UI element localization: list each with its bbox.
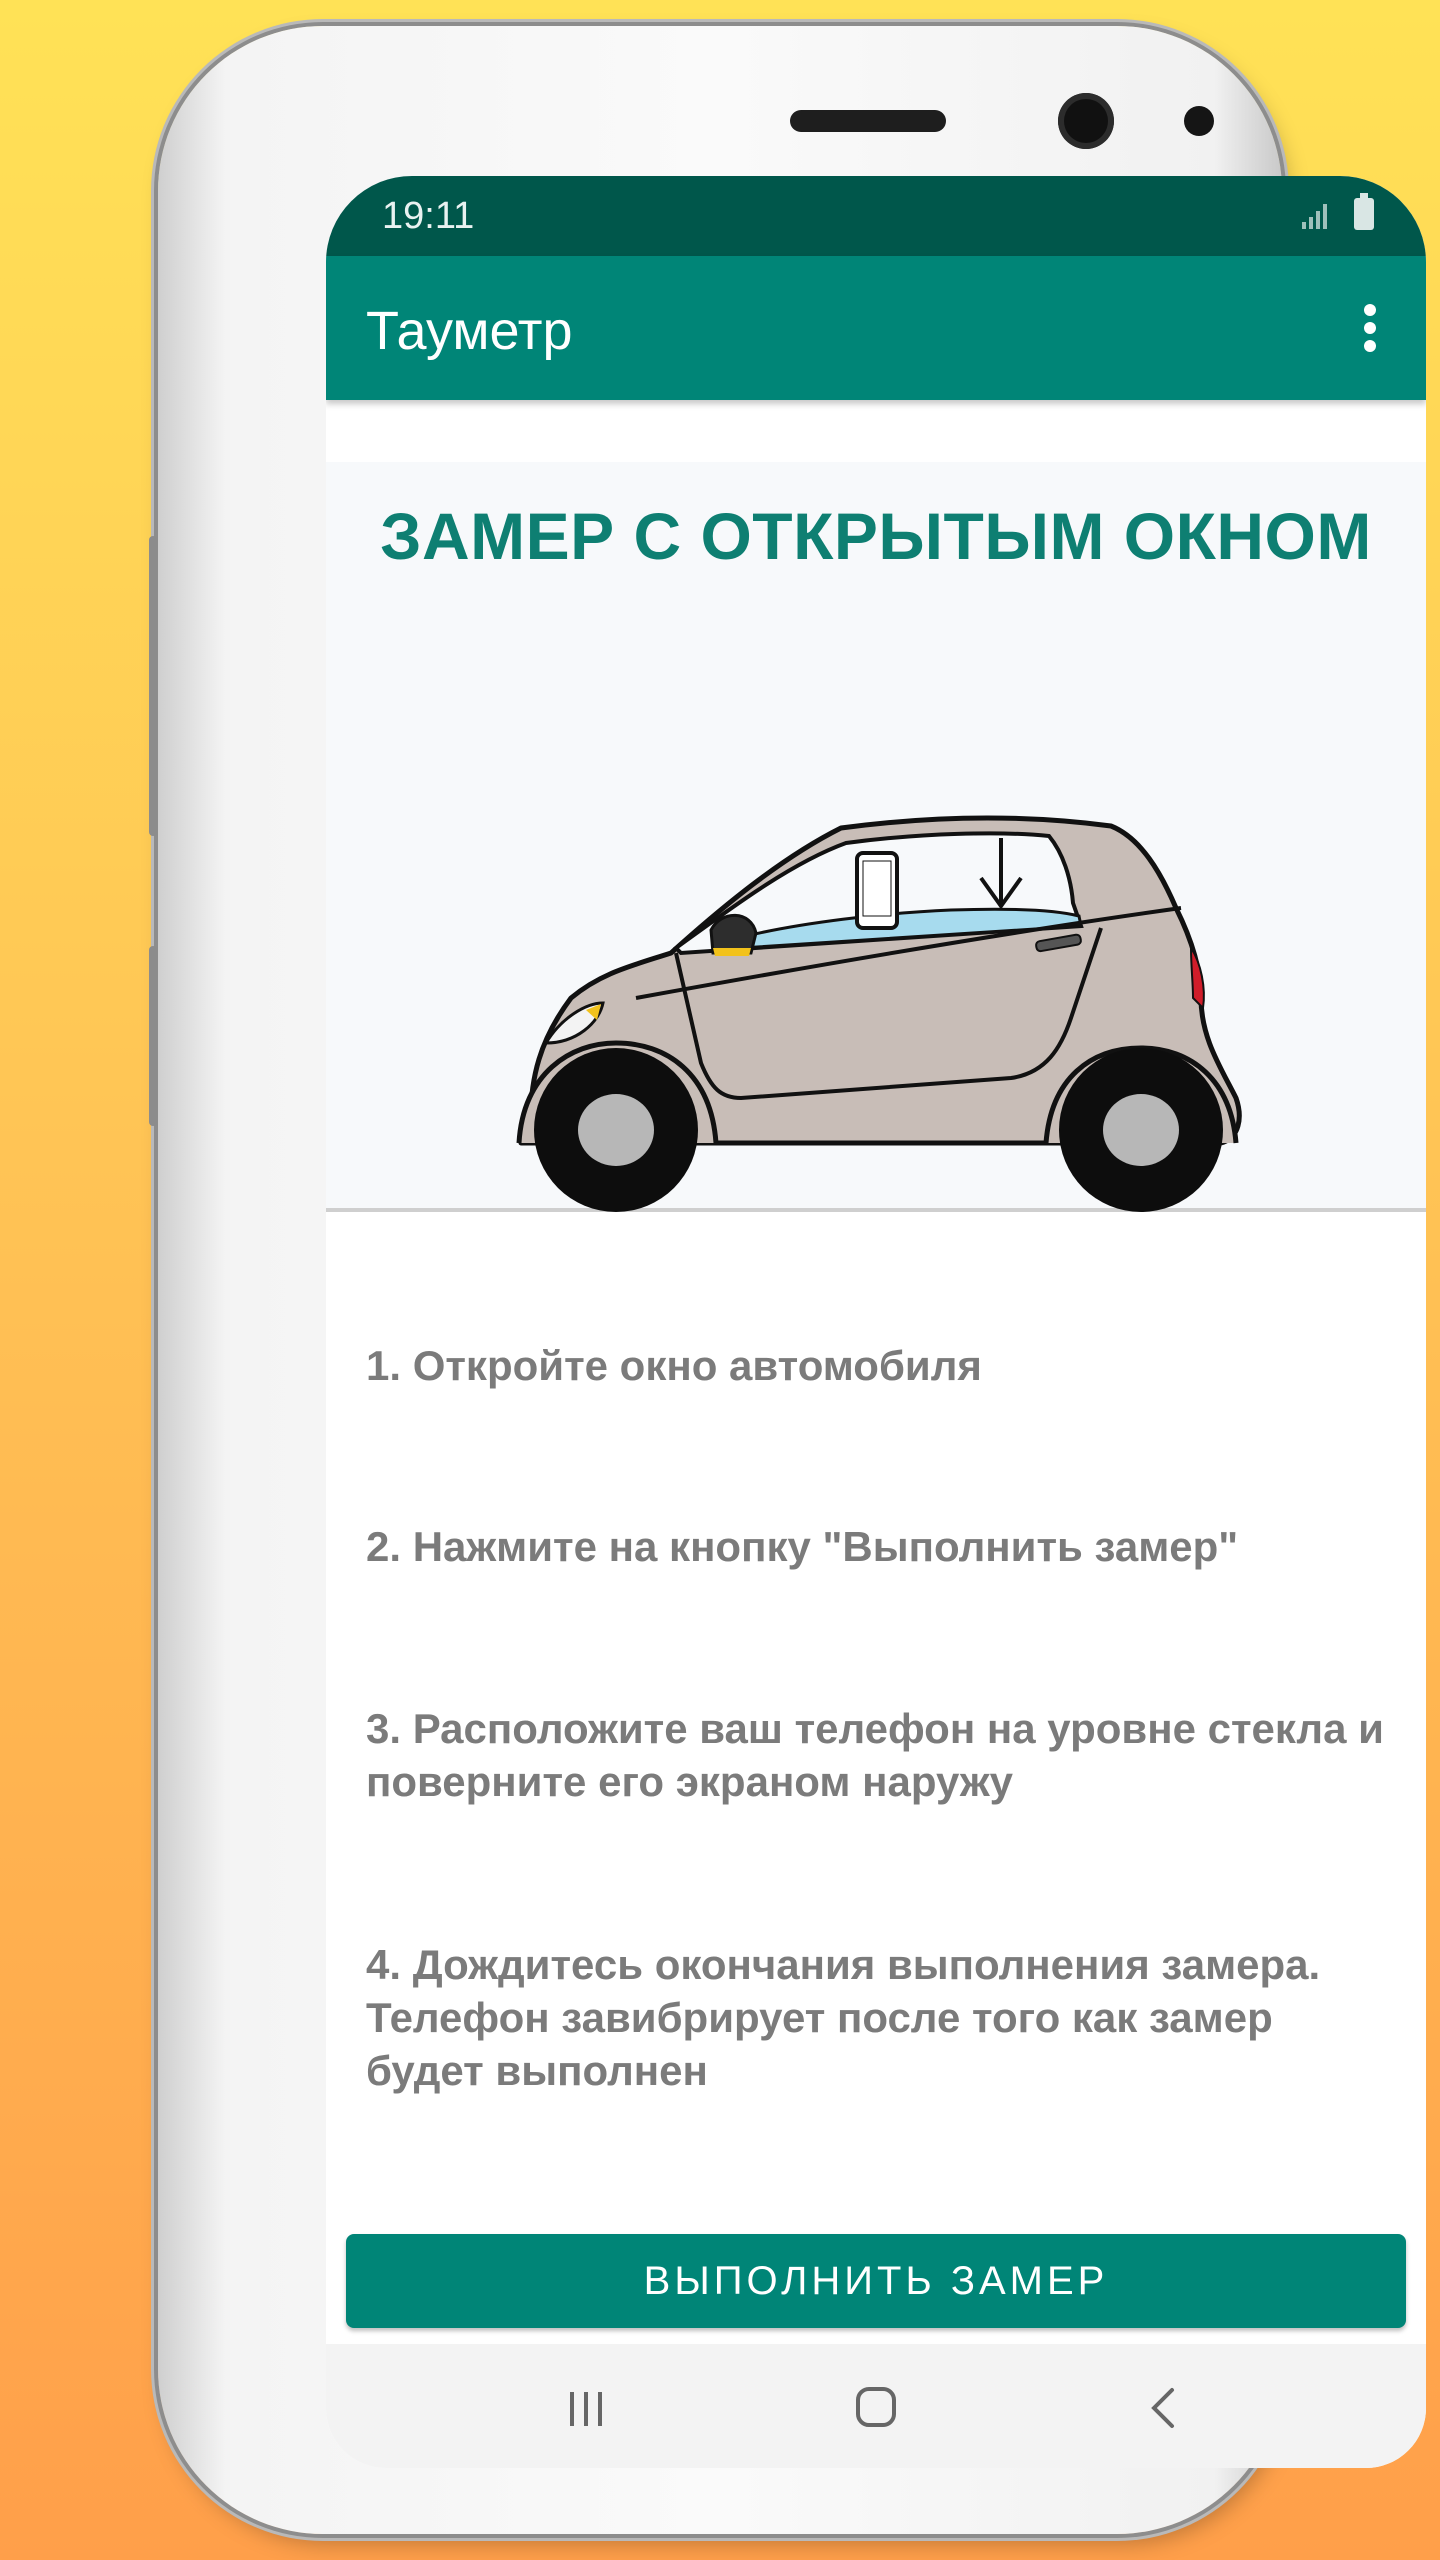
proximity-sensor <box>1184 106 1214 136</box>
front-camera <box>1058 93 1114 149</box>
instruction-step-1: 1. Откройте окно автомобиля <box>366 1342 982 1389</box>
battery-icon <box>1354 198 1374 230</box>
car-illustration <box>501 798 1261 1214</box>
system-navigation-bar <box>326 2344 1426 2468</box>
status-time: 19:11 <box>382 195 475 237</box>
status-bar <box>326 176 1426 256</box>
app-title: Тауметр <box>366 301 573 361</box>
hero-title: ЗАМЕР С ОТКРЫТЫМ ОКНОМ <box>380 499 1372 573</box>
side-button-left-upper <box>149 536 157 836</box>
home-icon[interactable] <box>846 2380 906 2436</box>
earpiece-speaker <box>790 110 946 132</box>
back-icon[interactable] <box>1134 2380 1194 2436</box>
instruction-step-3: 3. Расположите ваш телефон на уровне стекла и поверните его экраном наружу <box>366 1705 1384 1805</box>
hero-panel <box>326 462 1426 1212</box>
signal-icon <box>1301 200 1331 230</box>
phone-frame <box>158 26 1384 2534</box>
side-button-left-lower <box>149 946 157 1126</box>
instruction-step-2: 2. Нажмите на кнопку "Выполнить замер" <box>366 1523 1239 1570</box>
more-vert-icon[interactable] <box>1364 304 1378 352</box>
recents-icon[interactable] <box>556 2380 616 2436</box>
screen <box>326 176 1426 2468</box>
instruction-step-4: 4. Дождитесь окончания выполнения замера. Телефон завибрирует после того как замер будет выполнен <box>366 1941 1321 2094</box>
perform-measurement-button[interactable]: ВЫПОЛНИТЬ ЗАМЕР <box>346 2234 1406 2328</box>
app-bar <box>326 256 1426 400</box>
